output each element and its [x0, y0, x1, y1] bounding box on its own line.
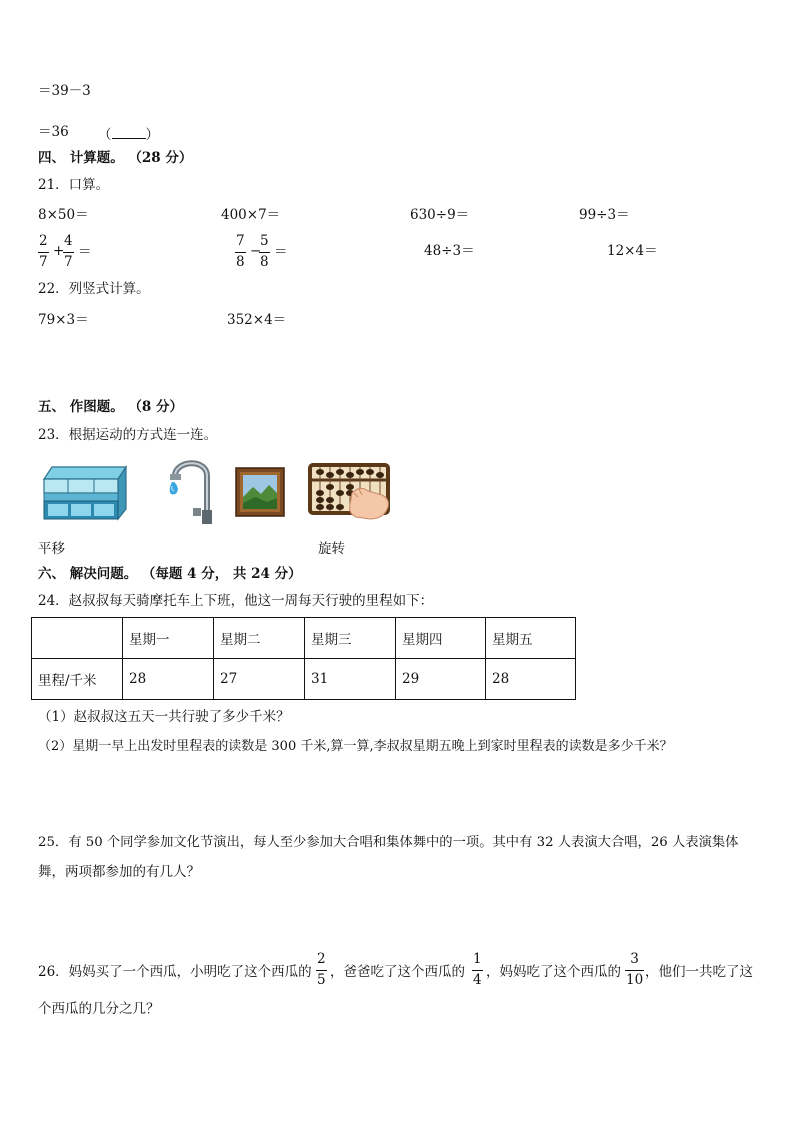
table-cell: 27	[214, 659, 305, 700]
table-header-cell: 星期二	[214, 618, 305, 659]
table-cell: 29	[396, 659, 486, 700]
table-header-cell: 星期五	[486, 618, 576, 659]
blank-open-paren: （	[98, 127, 112, 143]
blank-close-paren: ）	[145, 127, 159, 143]
section-4-heading: 四、 计算题。 （28 分）	[38, 150, 193, 166]
q22-item-2: 352×4＝	[227, 312, 287, 328]
q26-fraction-2	[472, 953, 483, 987]
q21-frac2-b	[259, 235, 270, 269]
fraction-bar	[38, 252, 49, 253]
label-rotation: 旋转	[318, 541, 345, 557]
q24-sub1: （1）赵叔叔这五天一共行驶了多少千米？	[38, 709, 290, 725]
q26-part-1: 26．妈妈买了一个西瓜，小明吃了这个西瓜的	[38, 964, 312, 980]
q25-line-2: 舞，两项都参加的有几人？	[38, 864, 200, 880]
q21-title: 21．口算。	[38, 177, 110, 193]
equation-line-1: ＝39－3	[38, 83, 91, 99]
q25-line-1: 25．有 50 个同学参加文化节演出，每人至少参加大合唱和集体舞中的一项。其中有 32 人表演大合唱，26 人表演集体	[38, 835, 739, 850]
table-row-label: 里程/千米	[32, 659, 123, 700]
fraction-bar	[472, 970, 483, 971]
water-faucet-icon	[163, 456, 215, 528]
q26-part-4: ，他们一共吃了这	[645, 964, 753, 980]
q21-frac1-eq: ＝	[78, 244, 92, 260]
q26-fraction-3	[625, 953, 644, 987]
denominator: 10	[626, 971, 644, 988]
fraction-bar	[259, 252, 270, 253]
denominator: 8	[236, 253, 245, 270]
table-header-cell: 星期三	[305, 618, 396, 659]
q26-fraction-1	[316, 953, 327, 987]
abacus-hand-icon	[308, 463, 392, 523]
mileage-table	[31, 617, 576, 700]
q21-frac2-a	[235, 235, 246, 269]
q24-sub2: （2）星期一早上出发时里程表的读数是 300 千米,算一算,李叔叔星期五晚上到家时里程表的读数是多少千米？	[38, 739, 673, 754]
q26-part-2: ，爸爸吃了这个西瓜的	[330, 964, 465, 980]
q21-frac2-eq: ＝	[274, 244, 288, 260]
table-header-row	[32, 618, 576, 659]
q21-item-7: 48÷3＝	[424, 243, 475, 259]
numerator: 1	[473, 951, 482, 967]
equation-line-2: ＝36	[38, 124, 69, 140]
table-row	[32, 659, 576, 700]
q21-item-8: 12×4＝	[607, 243, 658, 259]
table-header-cell: 星期一	[123, 618, 214, 659]
numerator: 3	[630, 951, 639, 967]
fraction-bar	[63, 252, 74, 253]
framed-painting-icon	[235, 467, 285, 517]
q21-frac1-b	[63, 235, 74, 269]
fraction-bar	[316, 970, 327, 971]
q26-line-2: 个西瓜的几分之几？	[38, 1001, 160, 1017]
q21-item-1: 8×50＝	[38, 207, 89, 223]
denominator: 5	[317, 971, 326, 988]
q24-title: 24．赵叔叔每天骑摩托车上下班，他这一周每天行驶的里程如下：	[38, 593, 434, 609]
fraction-bar	[235, 252, 246, 253]
q21-item-2: 400×7＝	[221, 207, 281, 223]
q21-frac1-op: +	[53, 243, 65, 259]
answer-blank[interactable]	[98, 126, 159, 143]
numerator: 2	[39, 233, 48, 249]
numerator: 7	[236, 233, 245, 249]
q22-item-1: 79×3＝	[38, 312, 89, 328]
denominator: 8	[260, 253, 269, 270]
fraction-bar	[625, 970, 644, 971]
q21-frac1-a	[38, 235, 49, 269]
denominator: 7	[64, 253, 73, 270]
table-header-cell	[32, 618, 123, 659]
section-6-heading: 六、 解决问题。 （每题 4 分， 共 24 分）	[38, 566, 302, 582]
table-header-cell: 星期四	[396, 618, 486, 659]
table-cell: 28	[123, 659, 214, 700]
blank-line	[112, 126, 146, 139]
q21-item-4: 99÷3＝	[579, 207, 630, 223]
q21-item-3: 630÷9＝	[410, 207, 470, 223]
numerator: 2	[317, 951, 326, 967]
label-translation: 平移	[38, 541, 65, 557]
q21-frac2-op: −	[250, 243, 262, 259]
q22-title: 22．列竖式计算。	[38, 281, 150, 297]
denominator: 7	[39, 253, 48, 270]
numerator: 5	[260, 233, 269, 249]
section-5-heading: 五、 作图题。 （8 分）	[38, 399, 183, 415]
table-cell: 31	[305, 659, 396, 700]
q23-title: 23．根据运动的方式连一连。	[38, 427, 218, 443]
table-cell: 28	[486, 659, 576, 700]
glass-cabinet-icon	[42, 465, 128, 521]
numerator: 4	[64, 233, 73, 249]
denominator: 4	[473, 971, 482, 988]
q26-part-3: ，妈妈吃了这个西瓜的	[486, 964, 621, 980]
